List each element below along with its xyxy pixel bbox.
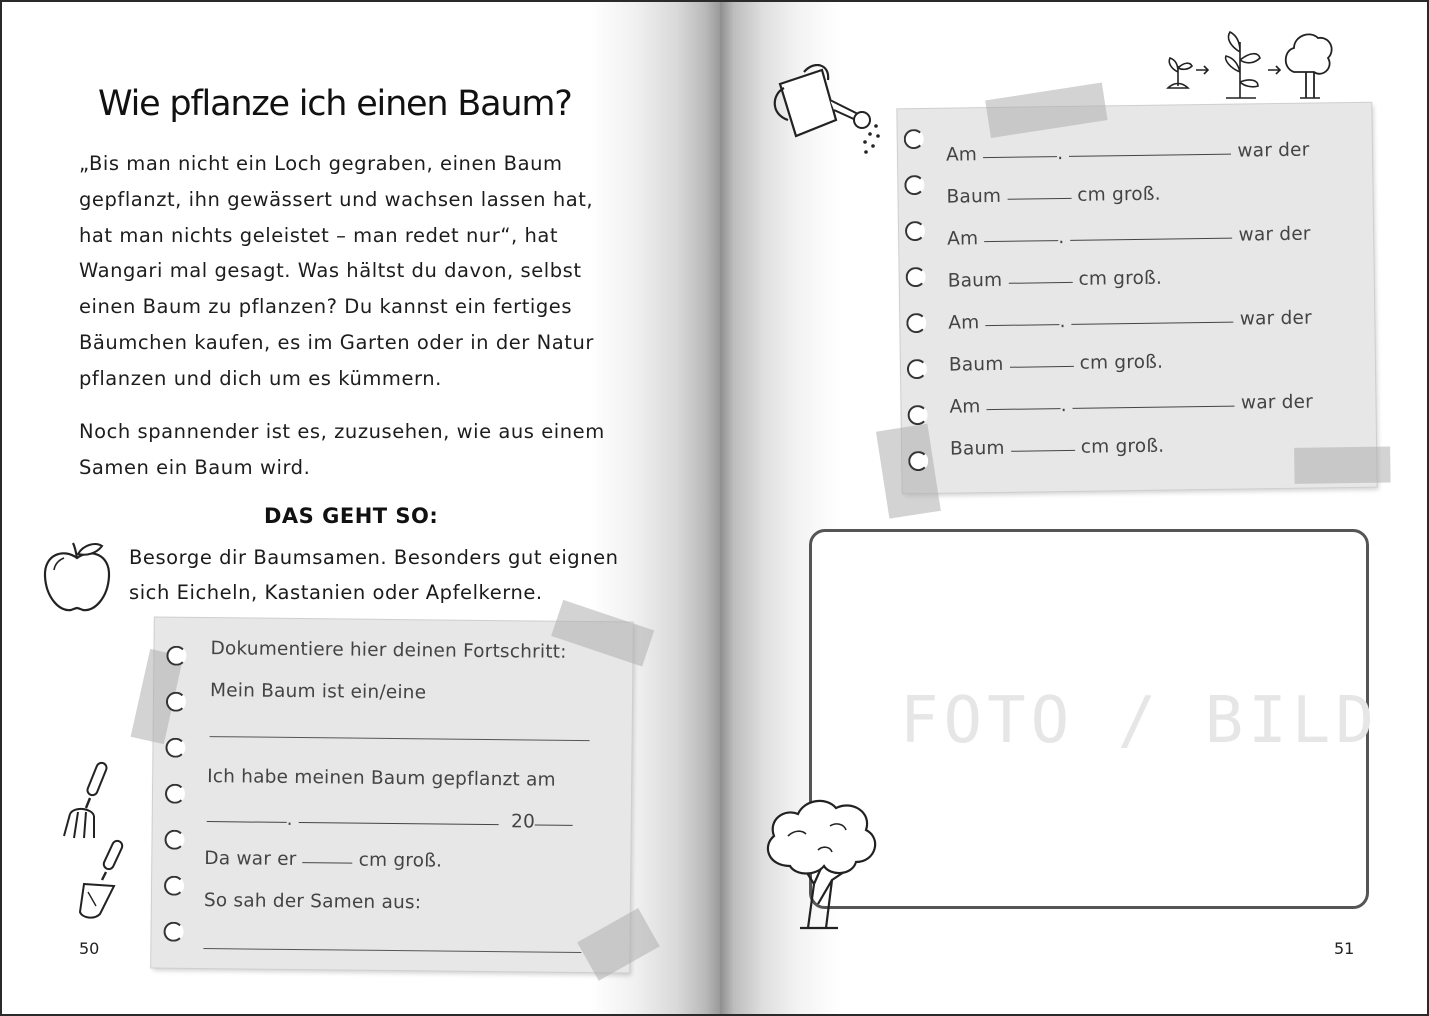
size-label: Da war er bbox=[204, 848, 297, 871]
text-line: Noch spannender ist es, zuzusehen, wie aus einem bbox=[79, 420, 605, 443]
tape-strip bbox=[876, 424, 941, 519]
text-line: gepflanzt, ihn gewässert und wachsen lassen hat, bbox=[79, 187, 594, 211]
section-heading: DAS GEHT SO: bbox=[264, 504, 439, 528]
baum-label: Baum bbox=[947, 269, 1003, 292]
date-row: Am . war der bbox=[949, 391, 1314, 418]
text-line: Besorge dir Baumsamen. Besonders gut eignen bbox=[129, 546, 619, 569]
text-line: Wangari mal gesagt. Was hältst du davon, selbst bbox=[79, 259, 582, 283]
cm-label: cm groß. bbox=[1078, 267, 1163, 290]
card-line-2: Mein Baum ist ein/eine bbox=[209, 680, 427, 704]
growth-log-card bbox=[897, 103, 1376, 494]
binder-ring bbox=[164, 876, 184, 896]
second-paragraph bbox=[79, 414, 639, 486]
size-row bbox=[946, 184, 1161, 208]
tape-strip bbox=[577, 908, 660, 981]
binder-ring bbox=[906, 267, 926, 287]
answer-line bbox=[203, 948, 581, 953]
card-line-5: So sah der Samen aus: bbox=[203, 890, 422, 914]
card-line-3: Ich habe meinen Baum gepflanzt am bbox=[207, 766, 556, 791]
size-row bbox=[948, 268, 1163, 292]
size-row bbox=[950, 436, 1165, 460]
war-label: war der bbox=[1237, 139, 1310, 162]
binder-ring bbox=[904, 129, 924, 149]
text-line: Samen ein Baum wird. bbox=[79, 455, 311, 479]
text-line: hat man nichts geleistet – man redet nur“, hat bbox=[79, 223, 559, 247]
baum-label: Baum bbox=[946, 185, 1002, 208]
garden-fork-icon bbox=[58, 758, 120, 844]
page-number: 51 bbox=[1334, 939, 1355, 958]
watering-can-icon bbox=[770, 64, 908, 158]
binder-ring bbox=[904, 175, 924, 195]
size-unit: cm groß. bbox=[358, 849, 443, 872]
plant-growth-icon bbox=[1160, 28, 1340, 102]
trowel-icon bbox=[74, 838, 134, 922]
progress-card bbox=[151, 618, 633, 973]
right-page bbox=[720, 2, 1427, 1014]
page-number: 50 bbox=[79, 939, 100, 958]
binder-ring bbox=[164, 830, 184, 850]
left-page bbox=[2, 2, 720, 1014]
war-label: war der bbox=[1239, 307, 1312, 330]
baum-label: Baum bbox=[949, 437, 1005, 460]
am-label: Am bbox=[947, 228, 979, 250]
binder-ring bbox=[907, 359, 927, 379]
tape-strip bbox=[1294, 446, 1390, 483]
intro-paragraph bbox=[79, 146, 639, 397]
text-line: Bäumchen kaufen, es im Garten oder in der Natur bbox=[79, 330, 594, 354]
binder-ring bbox=[166, 692, 186, 712]
year-prefix: 20 bbox=[510, 811, 536, 833]
step-1-text bbox=[129, 540, 619, 610]
binder-ring bbox=[908, 451, 928, 471]
date-row: . 20 bbox=[207, 808, 573, 833]
war-label: war der bbox=[1240, 391, 1314, 414]
binder-ring bbox=[165, 738, 185, 758]
apple-icon bbox=[40, 540, 114, 616]
date-row: Am . war der bbox=[945, 139, 1310, 166]
text-line: sich Eicheln, Kastanien oder Apfelkerne. bbox=[129, 581, 543, 604]
am-label: Am bbox=[945, 144, 978, 166]
tree-icon bbox=[760, 796, 882, 932]
size-row bbox=[949, 352, 1164, 376]
binder-ring bbox=[165, 784, 185, 804]
text-line: „Bis man nicht ein Loch gegraben, einen Baum bbox=[79, 152, 563, 175]
war-label: war der bbox=[1238, 223, 1311, 246]
date-row: Am . war der bbox=[948, 307, 1312, 334]
photo-placeholder-label: FOTO / BILD bbox=[900, 684, 1379, 758]
page-title: Wie pflanze ich einen Baum? bbox=[98, 84, 572, 124]
cm-label: cm groß. bbox=[1080, 435, 1165, 458]
binder-ring bbox=[166, 646, 186, 666]
cm-label: cm groß. bbox=[1077, 183, 1161, 206]
am-label: Am bbox=[948, 312, 980, 334]
tape-strip bbox=[985, 82, 1107, 138]
binder-ring bbox=[907, 405, 927, 425]
date-row: Am . war der bbox=[947, 223, 1311, 250]
cm-label: cm groß. bbox=[1079, 351, 1164, 374]
binder-ring bbox=[163, 922, 183, 942]
am-label: Am bbox=[949, 396, 981, 418]
baum-label: Baum bbox=[948, 353, 1004, 376]
text-line: einen Baum zu pflanzen? Du kannst ein fertiges bbox=[79, 295, 573, 319]
card-line-1: Dokumentiere hier deinen Fortschritt: bbox=[210, 638, 567, 663]
answer-line bbox=[210, 736, 590, 741]
binder-ring bbox=[905, 221, 925, 241]
binder-ring bbox=[906, 313, 926, 333]
text-line: pflanzen und dich um es kümmern. bbox=[79, 366, 442, 390]
size-row bbox=[204, 848, 442, 871]
